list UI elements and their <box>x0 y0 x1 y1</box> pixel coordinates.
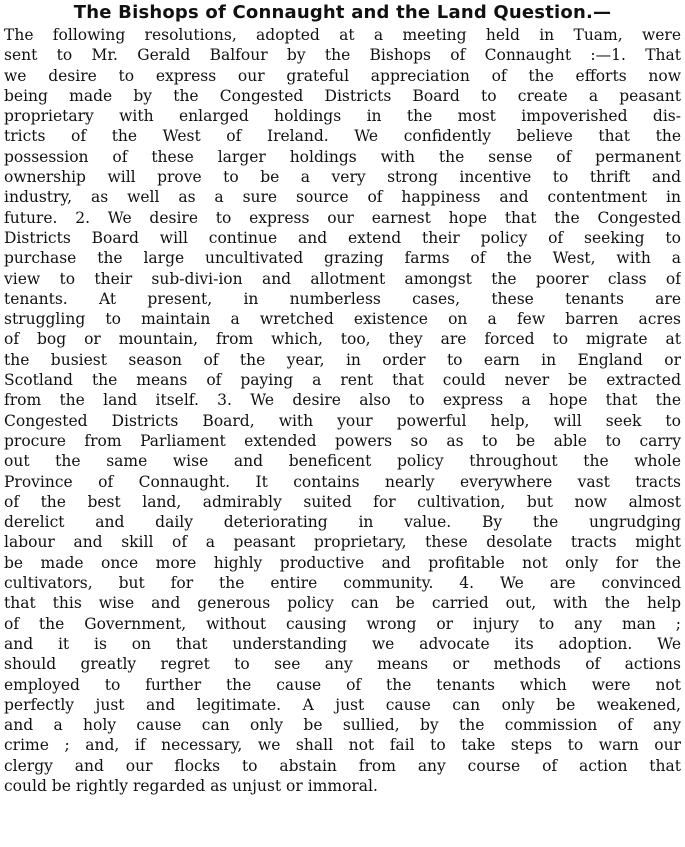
article-text-line: struggling to maintain a wretched existence on a few barren acres <box>4 310 681 329</box>
article-text-line: sent to Mr. Gerald Balfour by the Bishops of Connaught :—1. That <box>4 46 681 65</box>
article-text-line: tricts of the West of Ireland. We confidently believe that the <box>4 127 681 146</box>
article-text-line: and it is on that understanding we advocate its adoption. We <box>4 634 681 653</box>
article-text-line: we desire to express our grateful appreciation of the efforts now <box>4 66 681 85</box>
article-text-line: being made by the Congested Districts Board to create a peasant <box>4 86 681 105</box>
article-text-line: view to their sub-divi-ion and allotment amongst the poorer class of <box>4 269 681 288</box>
article-text-line: out the same wise and beneficent policy throughout the whole <box>4 452 681 471</box>
article-text-line: Province of Connaught. It contains nearly everywhere vast tracts <box>4 472 681 491</box>
article-text-line: future. 2. We desire to express our earnest hope that the Congested <box>4 208 681 227</box>
article-text-line: employed to further the cause of the tenants which were not <box>4 675 681 694</box>
article-text-line: derelict and daily deteriorating in value. By the ungrudging <box>4 513 681 532</box>
article-text-line: Districts Board will continue and extend their policy of seeking to <box>4 228 681 247</box>
article-text-line: purchase the large uncultivated grazing farms of the West, with a <box>4 249 681 268</box>
article-text-line: from the land itself. 3. We desire also to express a hope that the <box>4 391 681 410</box>
article-text-line: that this wise and generous policy can be carried out, with the help <box>4 594 681 613</box>
article-text-line: could be rightly regarded as unjust or immoral. <box>4 776 378 795</box>
article-text-line: labour and skill of a peasant proprietary, these desolate tracts might <box>4 533 681 552</box>
article-text-line: cultivators, but for the entire community. 4. We are convinced <box>4 574 681 593</box>
article-text-line: Scotland the means of paying a rent that could never be extracted <box>4 371 681 390</box>
article-text-line: industry, as well as a sure source of happiness and contentment in <box>4 188 681 207</box>
article-text-line: possession of these larger holdings with the sense of permanent <box>4 147 681 166</box>
article-text-line: tenants. At present, in numberless cases, these tenants are <box>4 289 681 308</box>
article-text-line: and a holy cause can only be sullied, by the commission of any <box>4 716 681 735</box>
article-text-line: should greatly regret to see any means or methods of actions <box>4 655 681 674</box>
article-text-line: procure from Parliament extended powers so as to be able to carry <box>4 431 681 450</box>
article-text-line: Congested Districts Board, with your powerful help, will seek to <box>4 411 681 430</box>
article-text-line: of the Government, without causing wrong or injury to any man ; <box>4 614 681 633</box>
article-body <box>4 25 681 796</box>
article-text-line: of bog or mountain, from which, too, they are forced to migrate at <box>4 330 681 349</box>
article-text-line: of the best land, admirably suited for cultivation, but now almost <box>4 492 681 511</box>
article-text-line: The following resolutions, adopted at a meeting held in Tuam, were <box>4 26 681 44</box>
article-text-line: proprietary with enlarged holdings in the most impoverished dis- <box>4 107 681 126</box>
article-headline: The Bishops of Connaught and the Land Question.— <box>73 2 612 23</box>
article-text-line: clergy and our flocks to abstain from any course of action that <box>4 756 681 775</box>
article-text-line: crime ; and, if necessary, we shall not fail to take steps to warn our <box>4 736 681 755</box>
article-text-line: be made once more highly productive and profitable not only for the <box>4 553 681 572</box>
article-text-line: ownership will prove to be a very strong incentive to thrift and <box>4 168 681 187</box>
article-text-line: perfectly just and legitimate. A just cause can only be weakened, <box>4 695 681 714</box>
article-text-line: the busiest season of the year, in order to earn in England or <box>4 350 681 369</box>
